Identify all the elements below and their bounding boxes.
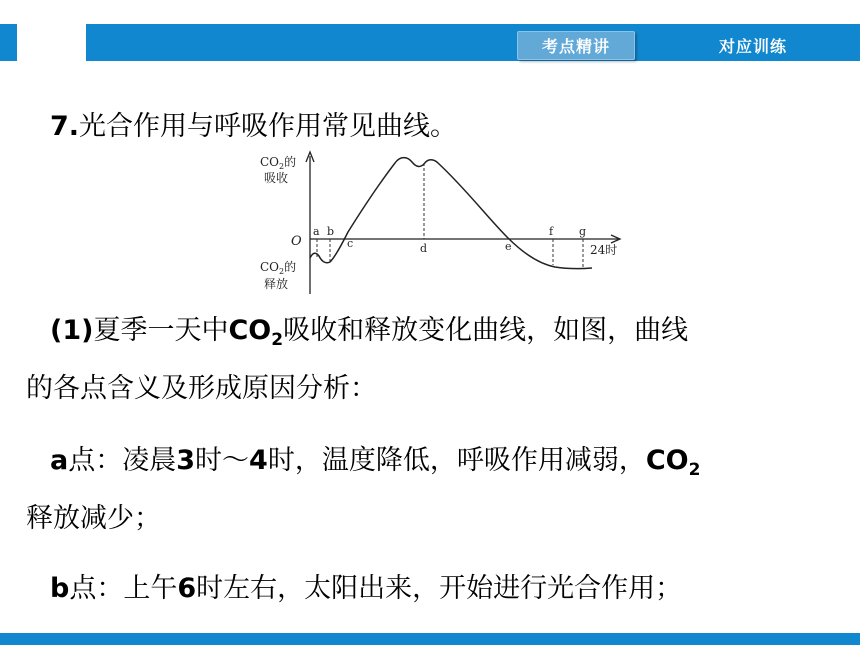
point-g-label: g xyxy=(579,225,587,238)
point-b-line1: b点：上午6时左右，太阳出来，开始进行光合作用； xyxy=(50,573,683,604)
x-end-label: 24时 xyxy=(590,243,618,257)
footer-bar xyxy=(0,633,860,645)
tab-key-points[interactable]: 考点精讲 xyxy=(517,31,635,60)
point-b-label: b xyxy=(327,225,335,238)
tab-practice[interactable]: 对应训练 xyxy=(693,31,813,60)
y-label-absorb-line2: 吸收 xyxy=(264,171,289,185)
paragraph-1-line2: 的各点含义及形成原因分析： xyxy=(26,373,377,404)
y-label-absorb-line1: $CO_2$的 xyxy=(260,155,297,171)
y-label-release-line2: 释放 xyxy=(264,277,289,291)
header-accent-left xyxy=(0,24,17,61)
paragraph-1-line1: (1)夏季一天中$CO_2$吸收和释放变化曲线，如图，曲线 xyxy=(50,315,689,350)
point-e-label: e xyxy=(505,240,512,253)
section-title: 7.光合作用与呼吸作用常见曲线。 xyxy=(50,111,458,142)
co2-curve xyxy=(310,158,592,269)
point-a-line1: a点：凌晨3时～4时，温度降低，呼吸作用减弱，$CO_2$ xyxy=(50,445,701,480)
point-d-label: d xyxy=(420,242,428,255)
point-a-label: a xyxy=(313,225,320,238)
point-c-label: c xyxy=(347,237,354,250)
co2-daily-curve-chart xyxy=(250,148,640,298)
y-label-release-line1: $CO_2$的 xyxy=(260,260,297,276)
point-a-line2: 释放减少； xyxy=(26,503,161,534)
origin-label: O xyxy=(291,234,302,249)
point-f-label: f xyxy=(549,225,554,238)
